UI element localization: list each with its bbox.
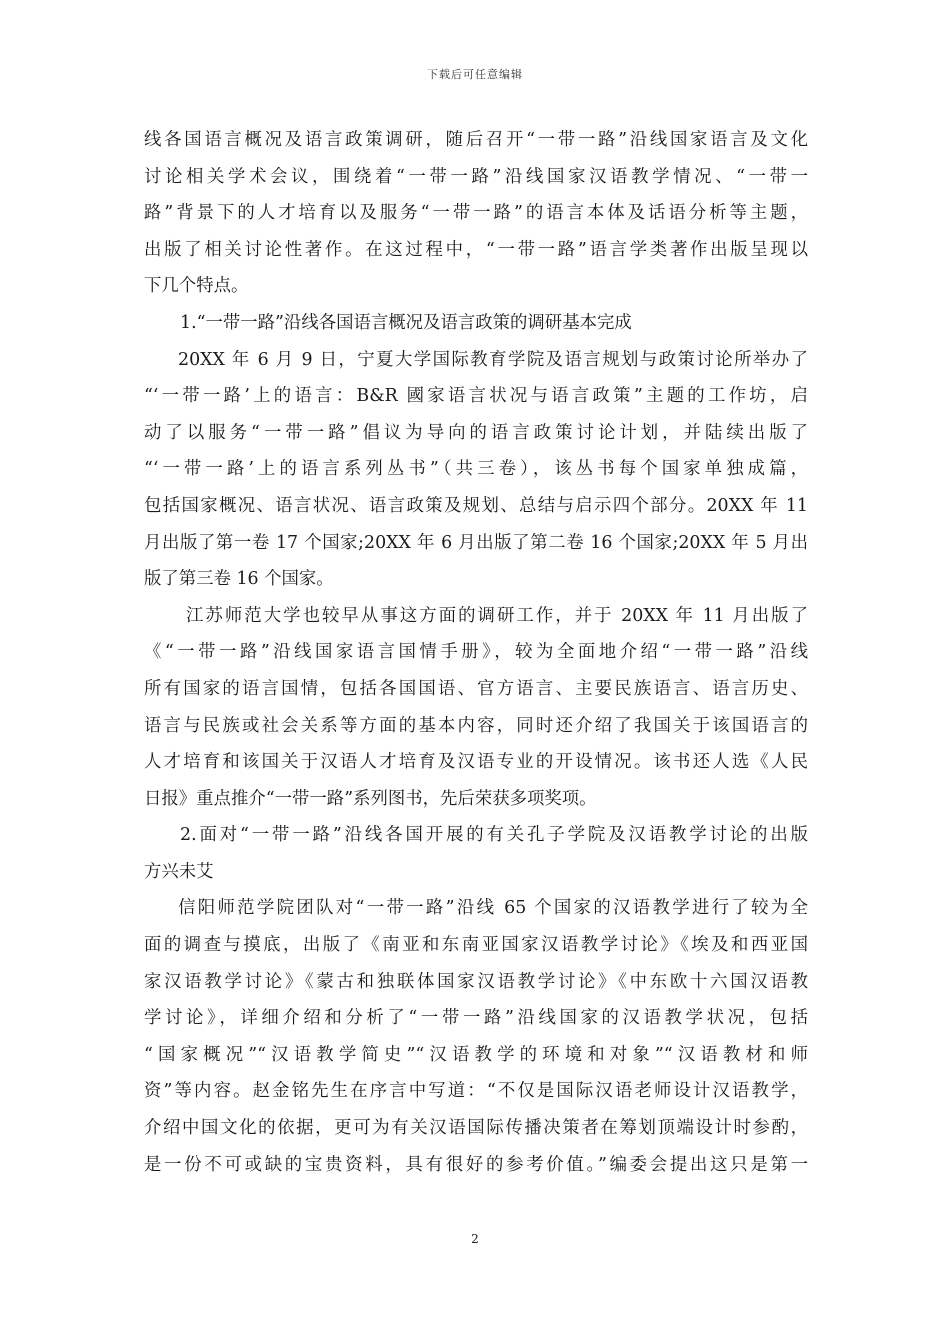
text-line: 包括国家概况、语言状况、语言政策及规划、总结与启示四个部分。20XX 年 11 <box>144 495 808 516</box>
text-line: 2.面对“一带一路”沿线各国开展的有关孔子学院及汉语教学讨论的出版 <box>180 825 808 846</box>
text-line: 是一份不可或缺的宝贵资料，具有很好的参考价值。”编委会提出这只是第一 <box>144 1154 808 1175</box>
text-line: 月出版了第一卷 17 个国家;20XX 年 6 月出版了第二卷 16 个国家;20XX 年 5 月出 <box>144 532 808 553</box>
text-line: 学讨论》，详细介绍和分析了“一带一路”沿线国家的汉语教学状况，包括 <box>144 1008 808 1029</box>
text-line: 下几个特点。 <box>144 276 249 297</box>
text-line: 1.“一带一路”沿线各国语言概况及语言政策的调研基本完成 <box>180 312 632 333</box>
text-line: “‘一带一路’上的语言：B&R 國家语言状况与语言政策”主题的工作坊，启 <box>144 386 808 407</box>
text-line: 《“一带一路”沿线国家语言国情手册》，较为全面地介绍“一带一路”沿线 <box>144 642 808 663</box>
text-line: “国家概况”“汉语教学简史”“汉语教学的环境和对象”“汉语教材和师 <box>144 1044 808 1065</box>
text-line: 动了以服务“一带一路”倡议为导向的语言政策讨论计划，并陆续出版了 <box>144 422 808 443</box>
text-line: 资”等内容。赵金铭先生在序言中写道：“不仅是国际汉语老师设计汉语教学， <box>144 1081 808 1102</box>
text-line: 介绍中国文化的依据，更可为有关汉语国际传播决策者在筹划顶端设计时参酌， <box>144 1118 808 1139</box>
text-line: 江苏师范大学也较早从事这方面的调研工作，并于 20XX 年 11 月出版了 <box>186 605 808 626</box>
text-line: 线各国语言概况及语言政策调研，随后召开“一带一路”沿线国家语言及文化 <box>144 130 808 150</box>
text-line: “‘一带一路’上的语言系列丛书”（共三卷），该丛书每个国家单独成篇， <box>144 459 808 480</box>
page-header: 下载后可任意编辑 <box>427 68 523 81</box>
text-line: 方兴未艾 <box>144 861 214 882</box>
text-line: 语言与民族或社会关系等方面的基本内容，同时还介绍了我国关于该国语言的 <box>144 715 808 736</box>
text-line: 信阳师范学院团队对“一带一路”沿线 65 个国家的汉语教学进行了较为全 <box>178 898 808 919</box>
text-line: 路”背景下的人才培育以及服务“一带一路”的语言本体及话语分析等主题， <box>144 203 808 224</box>
text-line: 20XX 年 6 月 9 日，宁夏大学国际教育学院及语言规划与政策讨论所举办了 <box>178 349 808 370</box>
text-line: 所有国家的语言国情，包括各国国语、官方语言、主要民族语言、语言历史、 <box>144 678 808 699</box>
text-line: 面的调查与摸底，出版了《南亚和东南亚国家汉语教学讨论》《埃及和西亚国 <box>144 935 808 956</box>
text-line: 日报》重点推介“一带一路”系列图书，先后荣获多项奖项。 <box>144 788 597 809</box>
page-number: 2 <box>471 1232 479 1246</box>
body-text <box>144 122 808 1183</box>
text-line: 出版了相关讨论性著作。在这过程中，“一带一路”语言学类著作出版呈现以 <box>144 239 808 260</box>
text-line: 讨论相关学术会议，围绕着“一带一路”沿线国家汉语教学情况、“一带一 <box>144 166 808 187</box>
text-line: 版了第三卷 16 个国家。 <box>144 569 334 590</box>
text-line: 人才培育和该国关于汉语人才培育及汉语专业的开设情况。该书还人选《人民 <box>144 752 808 773</box>
text-line: 家汉语教学讨论》《蒙古和独联体国家汉语教学讨论》《中东欧十六国汉语教 <box>144 971 808 992</box>
